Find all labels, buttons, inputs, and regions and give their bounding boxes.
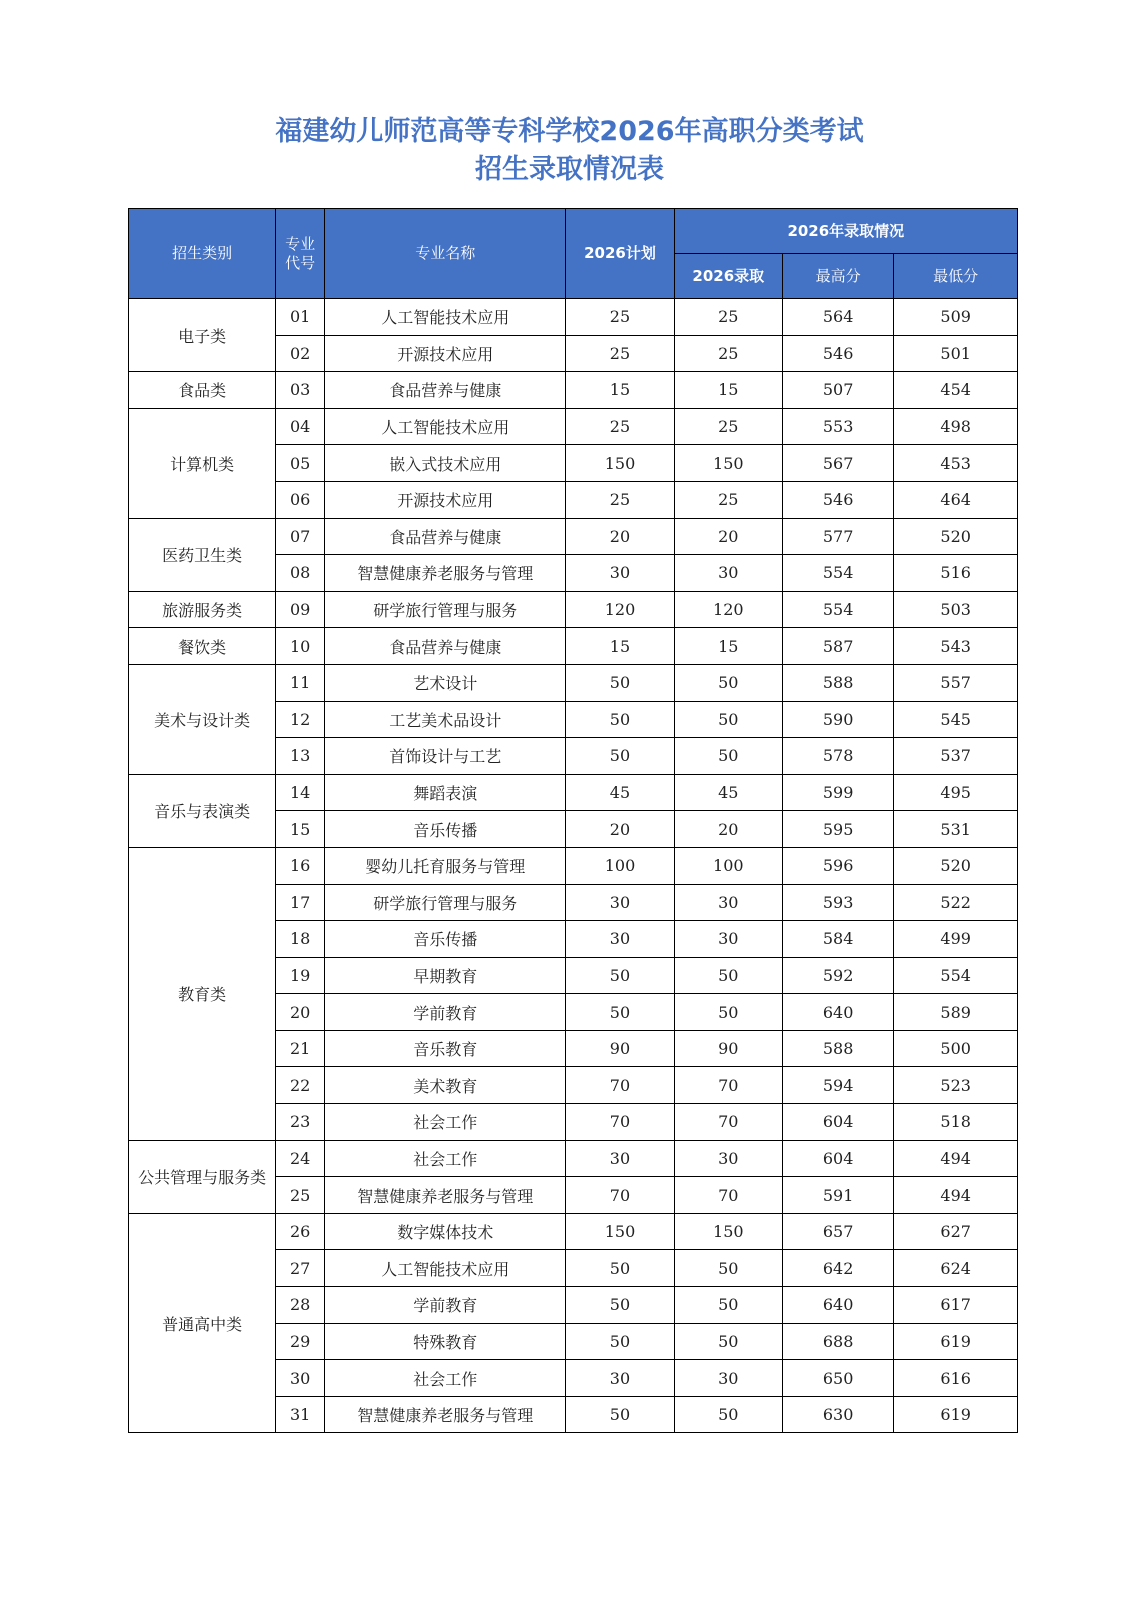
max-cell: 640 <box>782 994 893 1031</box>
plan-cell: 25 <box>566 408 674 445</box>
admitted-cell: 70 <box>674 1067 782 1104</box>
major-cell: 开源技术应用 <box>325 481 566 518</box>
table-row <box>129 1140 1018 1177</box>
code-cell: 17 <box>276 884 325 921</box>
max-cell: 630 <box>782 1396 893 1433</box>
admitted-cell: 30 <box>674 555 782 592</box>
code-cell: 30 <box>276 1360 325 1397</box>
code-cell: 11 <box>276 664 325 701</box>
code-cell: 09 <box>276 591 325 628</box>
code-cell: 20 <box>276 994 325 1031</box>
major-cell: 数字媒体技术 <box>325 1213 566 1250</box>
category-cell: 食品类 <box>129 372 276 409</box>
page-subtitle: 招生录取情况表 <box>475 154 664 185</box>
admitted-cell: 70 <box>674 1177 782 1214</box>
category-cell: 餐饮类 <box>129 628 276 665</box>
major-cell: 早期教育 <box>325 957 566 994</box>
max-cell: 588 <box>782 664 893 701</box>
admission-table <box>128 208 1018 1433</box>
max-cell: 567 <box>782 445 893 482</box>
plan-cell: 50 <box>566 1287 674 1324</box>
major-cell: 食品营养与健康 <box>325 518 566 555</box>
code-cell: 01 <box>276 299 325 336</box>
major-cell: 人工智能技术应用 <box>325 408 566 445</box>
admitted-cell: 50 <box>674 1396 782 1433</box>
plan-cell: 70 <box>566 1104 674 1141</box>
max-cell: 588 <box>782 1030 893 1067</box>
admitted-cell: 100 <box>674 847 782 884</box>
admitted-cell: 25 <box>674 481 782 518</box>
plan-cell: 30 <box>566 555 674 592</box>
plan-cell: 50 <box>566 1396 674 1433</box>
major-cell: 社会工作 <box>325 1360 566 1397</box>
major-cell: 社会工作 <box>325 1104 566 1141</box>
admitted-cell: 30 <box>674 921 782 958</box>
plan-cell: 150 <box>566 1213 674 1250</box>
max-cell: 599 <box>782 774 893 811</box>
code-cell: 04 <box>276 408 325 445</box>
min-cell: 503 <box>894 591 1018 628</box>
min-cell: 453 <box>894 445 1018 482</box>
admitted-cell: 90 <box>674 1030 782 1067</box>
plan-cell: 50 <box>566 994 674 1031</box>
plan-cell: 100 <box>566 847 674 884</box>
min-cell: 509 <box>894 299 1018 336</box>
header-admit-group: 2026年录取情况 <box>674 209 1017 254</box>
max-cell: 577 <box>782 518 893 555</box>
major-cell: 社会工作 <box>325 1140 566 1177</box>
code-cell: 22 <box>276 1067 325 1104</box>
category-cell: 旅游服务类 <box>129 591 276 628</box>
min-cell: 494 <box>894 1177 1018 1214</box>
plan-cell: 120 <box>566 591 674 628</box>
header-plan: 2026计划 <box>566 209 674 299</box>
code-cell: 03 <box>276 372 325 409</box>
major-cell: 智慧健康养老服务与管理 <box>325 1396 566 1433</box>
plan-cell: 50 <box>566 701 674 738</box>
plan-cell: 50 <box>566 1250 674 1287</box>
max-cell: 578 <box>782 738 893 775</box>
plan-cell: 90 <box>566 1030 674 1067</box>
major-cell: 首饰设计与工艺 <box>325 738 566 775</box>
plan-cell: 30 <box>566 1360 674 1397</box>
max-cell: 553 <box>782 408 893 445</box>
plan-cell: 70 <box>566 1067 674 1104</box>
max-cell: 642 <box>782 1250 893 1287</box>
plan-cell: 150 <box>566 445 674 482</box>
plan-cell: 45 <box>566 774 674 811</box>
header-major: 专业名称 <box>325 209 566 299</box>
category-cell: 音乐与表演类 <box>129 774 276 847</box>
min-cell: 518 <box>894 1104 1018 1141</box>
major-cell: 食品营养与健康 <box>325 372 566 409</box>
min-cell: 554 <box>894 957 1018 994</box>
code-cell: 13 <box>276 738 325 775</box>
min-cell: 498 <box>894 408 1018 445</box>
min-cell: 520 <box>894 847 1018 884</box>
max-cell: 554 <box>782 591 893 628</box>
plan-cell: 70 <box>566 1177 674 1214</box>
admitted-cell: 50 <box>674 994 782 1031</box>
table-row <box>129 1213 1018 1250</box>
admitted-cell: 50 <box>674 1287 782 1324</box>
admitted-cell: 25 <box>674 335 782 372</box>
min-cell: 464 <box>894 481 1018 518</box>
major-cell: 研学旅行管理与服务 <box>325 884 566 921</box>
table-row <box>129 408 1018 445</box>
max-cell: 657 <box>782 1213 893 1250</box>
admitted-cell: 150 <box>674 1213 782 1250</box>
major-cell: 音乐传播 <box>325 921 566 958</box>
code-cell: 31 <box>276 1396 325 1433</box>
major-cell: 特殊教育 <box>325 1323 566 1360</box>
major-cell: 研学旅行管理与服务 <box>325 591 566 628</box>
major-cell: 工艺美术品设计 <box>325 701 566 738</box>
code-cell: 29 <box>276 1323 325 1360</box>
code-cell: 07 <box>276 518 325 555</box>
min-cell: 627 <box>894 1213 1018 1250</box>
plan-cell: 25 <box>566 335 674 372</box>
plan-cell: 25 <box>566 481 674 518</box>
major-cell: 美术教育 <box>325 1067 566 1104</box>
code-cell: 12 <box>276 701 325 738</box>
max-cell: 650 <box>782 1360 893 1397</box>
category-cell: 美术与设计类 <box>129 664 276 774</box>
plan-cell: 50 <box>566 738 674 775</box>
min-cell: 531 <box>894 811 1018 848</box>
min-cell: 616 <box>894 1360 1018 1397</box>
admitted-cell: 15 <box>674 372 782 409</box>
plan-cell: 15 <box>566 628 674 665</box>
code-cell: 24 <box>276 1140 325 1177</box>
min-cell: 501 <box>894 335 1018 372</box>
code-cell: 18 <box>276 921 325 958</box>
min-cell: 619 <box>894 1396 1018 1433</box>
major-cell: 舞蹈表演 <box>325 774 566 811</box>
major-cell: 艺术设计 <box>325 664 566 701</box>
admitted-cell: 45 <box>674 774 782 811</box>
table-row <box>129 847 1018 884</box>
major-cell: 人工智能技术应用 <box>325 299 566 336</box>
category-cell: 普通高中类 <box>129 1213 276 1433</box>
min-cell: 543 <box>894 628 1018 665</box>
max-cell: 564 <box>782 299 893 336</box>
code-cell: 27 <box>276 1250 325 1287</box>
min-cell: 557 <box>894 664 1018 701</box>
max-cell: 604 <box>782 1140 893 1177</box>
max-cell: 546 <box>782 335 893 372</box>
admitted-cell: 30 <box>674 884 782 921</box>
min-cell: 617 <box>894 1287 1018 1324</box>
table-body <box>129 299 1018 1433</box>
header-code: 专业代号 <box>276 209 325 299</box>
major-cell: 音乐传播 <box>325 811 566 848</box>
min-cell: 624 <box>894 1250 1018 1287</box>
min-cell: 500 <box>894 1030 1018 1067</box>
header-max: 最高分 <box>782 254 893 299</box>
code-cell: 16 <box>276 847 325 884</box>
table-row <box>129 628 1018 665</box>
max-cell: 546 <box>782 481 893 518</box>
max-cell: 688 <box>782 1323 893 1360</box>
category-cell: 教育类 <box>129 847 276 1140</box>
admitted-cell: 50 <box>674 1250 782 1287</box>
table-row <box>129 299 1018 336</box>
category-cell: 公共管理与服务类 <box>129 1140 276 1213</box>
admitted-cell: 50 <box>674 738 782 775</box>
code-cell: 10 <box>276 628 325 665</box>
min-cell: 494 <box>894 1140 1018 1177</box>
max-cell: 590 <box>782 701 893 738</box>
plan-cell: 30 <box>566 884 674 921</box>
major-cell: 智慧健康养老服务与管理 <box>325 1177 566 1214</box>
table-row <box>129 591 1018 628</box>
admitted-cell: 50 <box>674 701 782 738</box>
code-cell: 25 <box>276 1177 325 1214</box>
min-cell: 495 <box>894 774 1018 811</box>
admitted-cell: 30 <box>674 1140 782 1177</box>
admitted-cell: 30 <box>674 1360 782 1397</box>
table-row <box>129 518 1018 555</box>
category-cell: 电子类 <box>129 299 276 372</box>
plan-cell: 50 <box>566 957 674 994</box>
min-cell: 499 <box>894 921 1018 958</box>
max-cell: 593 <box>782 884 893 921</box>
admitted-cell: 20 <box>674 518 782 555</box>
code-cell: 26 <box>276 1213 325 1250</box>
page-title: 福建幼儿师范高等专科学校2026年高职分类考试 <box>275 116 864 147</box>
plan-cell: 50 <box>566 1323 674 1360</box>
category-cell: 医药卫生类 <box>129 518 276 591</box>
max-cell: 507 <box>782 372 893 409</box>
code-cell: 02 <box>276 335 325 372</box>
header-admitted: 2026录取 <box>674 254 782 299</box>
table-row <box>129 774 1018 811</box>
max-cell: 592 <box>782 957 893 994</box>
admitted-cell: 15 <box>674 628 782 665</box>
major-cell: 智慧健康养老服务与管理 <box>325 555 566 592</box>
major-cell: 学前教育 <box>325 1287 566 1324</box>
code-cell: 23 <box>276 1104 325 1141</box>
admitted-cell: 120 <box>674 591 782 628</box>
min-cell: 516 <box>894 555 1018 592</box>
min-cell: 537 <box>894 738 1018 775</box>
admitted-cell: 50 <box>674 1323 782 1360</box>
plan-cell: 15 <box>566 372 674 409</box>
max-cell: 584 <box>782 921 893 958</box>
code-cell: 19 <box>276 957 325 994</box>
plan-cell: 25 <box>566 299 674 336</box>
min-cell: 454 <box>894 372 1018 409</box>
min-cell: 522 <box>894 884 1018 921</box>
max-cell: 604 <box>782 1104 893 1141</box>
min-cell: 545 <box>894 701 1018 738</box>
min-cell: 523 <box>894 1067 1018 1104</box>
admitted-cell: 25 <box>674 299 782 336</box>
table-row <box>129 372 1018 409</box>
code-cell: 08 <box>276 555 325 592</box>
min-cell: 589 <box>894 994 1018 1031</box>
code-cell: 28 <box>276 1287 325 1324</box>
plan-cell: 30 <box>566 921 674 958</box>
category-cell: 计算机类 <box>129 408 276 518</box>
code-cell: 21 <box>276 1030 325 1067</box>
header-min: 最低分 <box>894 254 1018 299</box>
admitted-cell: 20 <box>674 811 782 848</box>
code-cell: 15 <box>276 811 325 848</box>
major-cell: 人工智能技术应用 <box>325 1250 566 1287</box>
major-cell: 食品营养与健康 <box>325 628 566 665</box>
min-cell: 619 <box>894 1323 1018 1360</box>
major-cell: 嵌入式技术应用 <box>325 445 566 482</box>
max-cell: 595 <box>782 811 893 848</box>
max-cell: 640 <box>782 1287 893 1324</box>
admitted-cell: 70 <box>674 1104 782 1141</box>
major-cell: 音乐教育 <box>325 1030 566 1067</box>
plan-cell: 20 <box>566 811 674 848</box>
code-cell: 05 <box>276 445 325 482</box>
major-cell: 开源技术应用 <box>325 335 566 372</box>
table-row <box>129 664 1018 701</box>
plan-cell: 30 <box>566 1140 674 1177</box>
plan-cell: 20 <box>566 518 674 555</box>
admitted-cell: 150 <box>674 445 782 482</box>
min-cell: 520 <box>894 518 1018 555</box>
code-cell: 14 <box>276 774 325 811</box>
max-cell: 594 <box>782 1067 893 1104</box>
plan-cell: 50 <box>566 664 674 701</box>
admitted-cell: 50 <box>674 957 782 994</box>
code-cell: 06 <box>276 481 325 518</box>
admitted-cell: 25 <box>674 408 782 445</box>
max-cell: 554 <box>782 555 893 592</box>
max-cell: 596 <box>782 847 893 884</box>
header-category: 招生类别 <box>129 209 276 299</box>
max-cell: 591 <box>782 1177 893 1214</box>
admitted-cell: 50 <box>674 664 782 701</box>
max-cell: 587 <box>782 628 893 665</box>
major-cell: 学前教育 <box>325 994 566 1031</box>
major-cell: 婴幼儿托育服务与管理 <box>325 847 566 884</box>
